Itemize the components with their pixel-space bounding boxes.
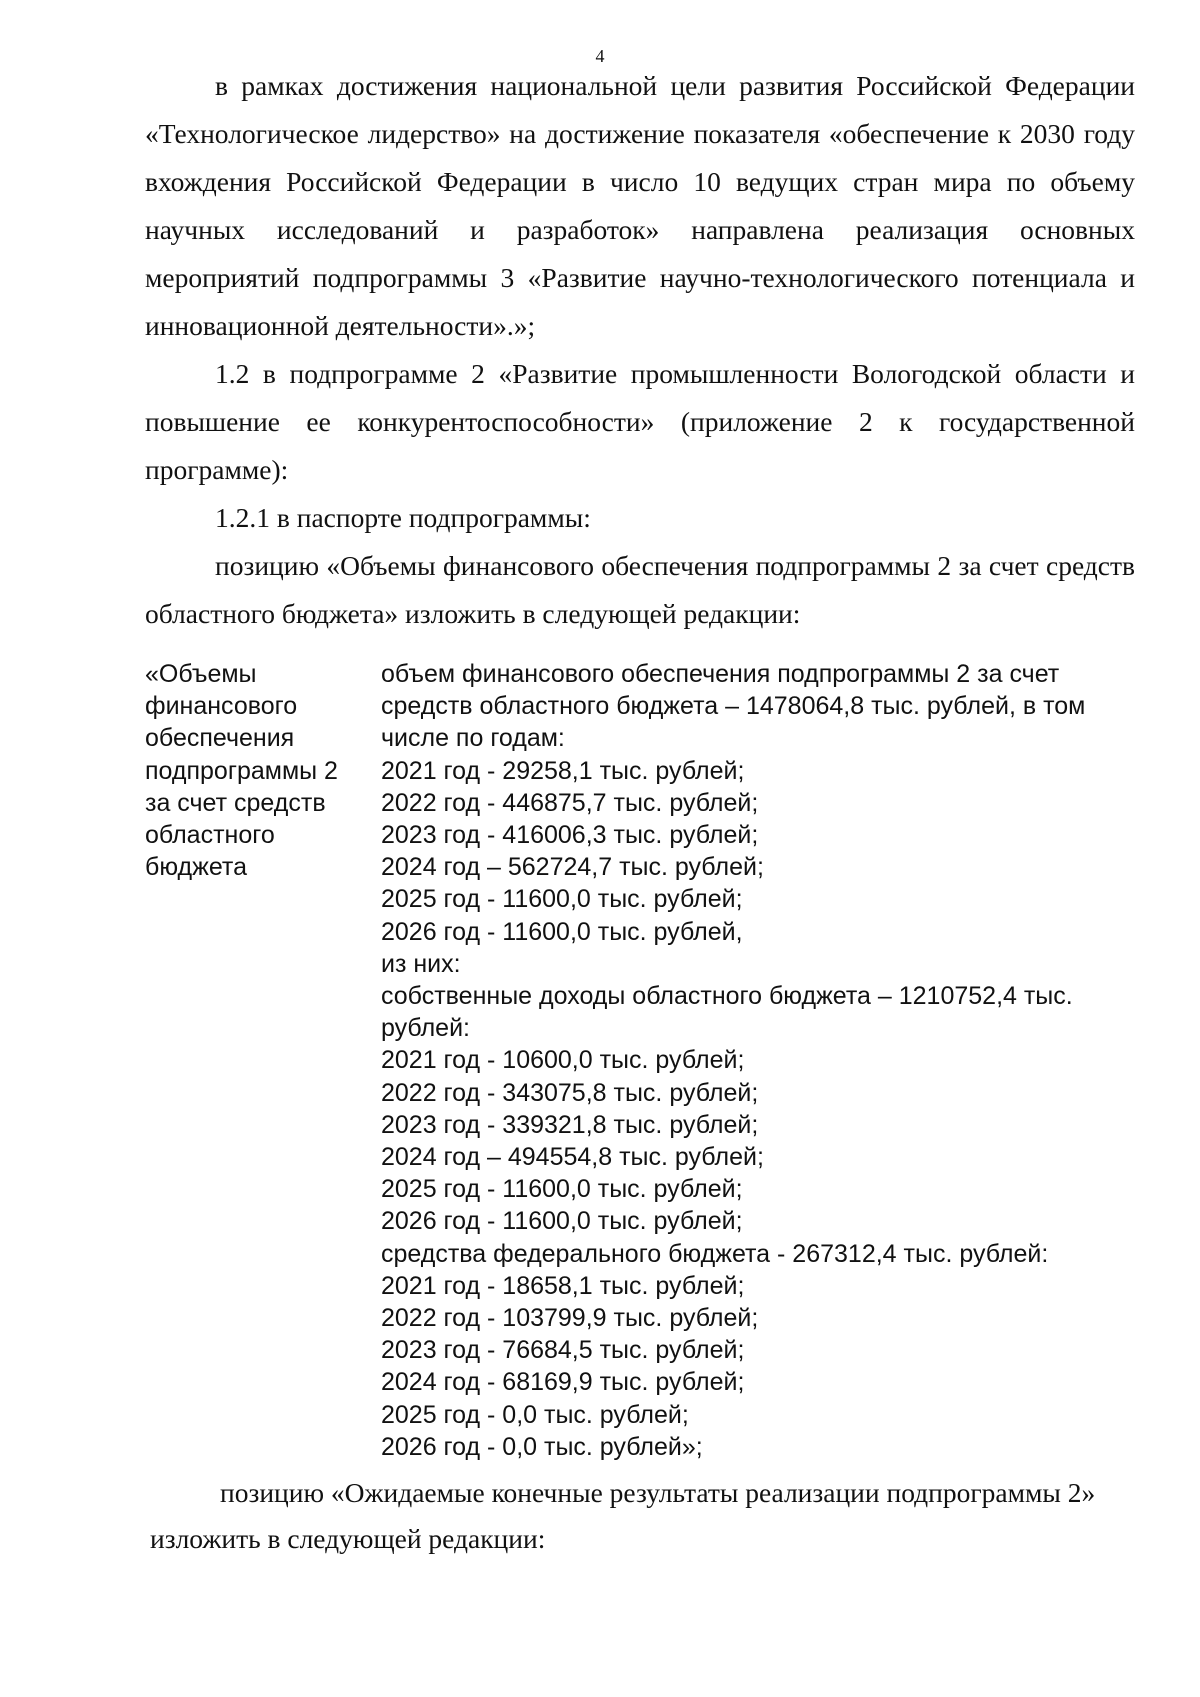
value-line: средства федерального бюджета - 267312,4 тыс. рублей: xyxy=(381,1239,1049,1268)
page-number: 4 xyxy=(595,46,605,66)
closing-text xyxy=(150,1470,1140,1562)
paragraph-subprogram-2: 1.2 в подпрограмме 2 «Развитие промышленности Вологодской области и повышение ее конкурентоспособности» (приложение 2 к государственной программе): xyxy=(145,358,1135,485)
value-line: 2023 год - 339321,8 тыс. рублей; xyxy=(381,1110,759,1139)
value-line: 2022 год - 446875,7 тыс. рублей; xyxy=(381,788,759,817)
paragraph-passport: 1.2.1 в паспорте подпрограммы: xyxy=(215,502,591,533)
value-line: 2026 год - 11600,0 тыс. рублей; xyxy=(381,1207,743,1236)
body-text xyxy=(145,62,1135,638)
value-line: 2025 год - 11600,0 тыс. рублей; xyxy=(381,1175,743,1204)
label-line: подпрограммы 2 xyxy=(145,756,338,785)
closing-paragraph-line-1: позицию «Ожидаемые конечные результаты реализации подпрограммы 2» xyxy=(220,1477,1096,1508)
paragraph-position-funding: позицию «Объемы финансового обеспечения подпрограммы 2 за счет средств областного бюджета» изложить в следующей редакции: xyxy=(145,550,1135,629)
value-line: 2023 год - 416006,3 тыс. рублей; xyxy=(381,821,759,850)
paragraph-national-goal: в рамках достижения национальной цели развития Российской Федерации «Технологическое лидерство» на достижение показателя «обеспечение к 2030 году вхождения Российской Федерации в число 10 ведущих стран мира по объему научных исследований и разработок» направлена реализация основных мероприятий подпрограммы 3 «Развитие научно-технологического потенциала и инновационной деятельности».»; xyxy=(145,70,1135,341)
value-line: 2021 год - 29258,1 тыс. рублей; xyxy=(381,756,745,785)
value-line: рублей: xyxy=(381,1014,471,1043)
closing-paragraph-line-2: изложить в следующей редакции: xyxy=(150,1523,546,1554)
funding-table-label-column xyxy=(145,658,360,883)
value-line: 2022 год - 103799,9 тыс. рублей; xyxy=(381,1304,759,1333)
label-line: обеспечения xyxy=(145,724,295,753)
label-line: бюджета xyxy=(145,853,247,882)
value-line: 2021 год - 10600,0 тыс. рублей; xyxy=(381,1046,745,1075)
value-line: 2021 год - 18658,1 тыс. рублей; xyxy=(381,1271,745,1300)
value-line: собственные доходы областного бюджета – 1210752,4 тыс. xyxy=(381,982,1073,1011)
value-line: 2025 год - 0,0 тыс. рублей; xyxy=(381,1400,689,1429)
funding-table-value-column xyxy=(381,658,1141,1463)
value-line: 2024 год – 562724,7 тыс. рублей; xyxy=(381,853,764,882)
value-line: 2026 год - 0,0 тыс. рублей»; xyxy=(381,1432,703,1461)
label-line: «Объемы xyxy=(145,660,257,688)
value-line: средств областного бюджета – 1478064,8 тыс. рублей, в том xyxy=(381,692,1086,721)
value-line: 2024 год - 68169,9 тыс. рублей; xyxy=(381,1368,745,1397)
value-line: 2024 год – 494554,8 тыс. рублей; xyxy=(381,1143,764,1172)
value-line: 2025 год - 11600,0 тыс. рублей; xyxy=(381,885,743,914)
value-line: 2026 год - 11600,0 тыс. рублей, xyxy=(381,917,743,946)
label-line: областного xyxy=(145,821,275,850)
label-line: финансового xyxy=(145,692,298,721)
label-line: за счет средств xyxy=(145,788,326,817)
value-line: 2023 год - 76684,5 тыс. рублей; xyxy=(381,1336,745,1365)
value-line: числе по годам: xyxy=(381,724,565,753)
value-line: объем финансового обеспечения подпрограммы 2 за счет xyxy=(381,660,1060,688)
value-line: 2022 год - 343075,8 тыс. рублей; xyxy=(381,1078,759,1107)
value-line: из них: xyxy=(381,949,461,978)
